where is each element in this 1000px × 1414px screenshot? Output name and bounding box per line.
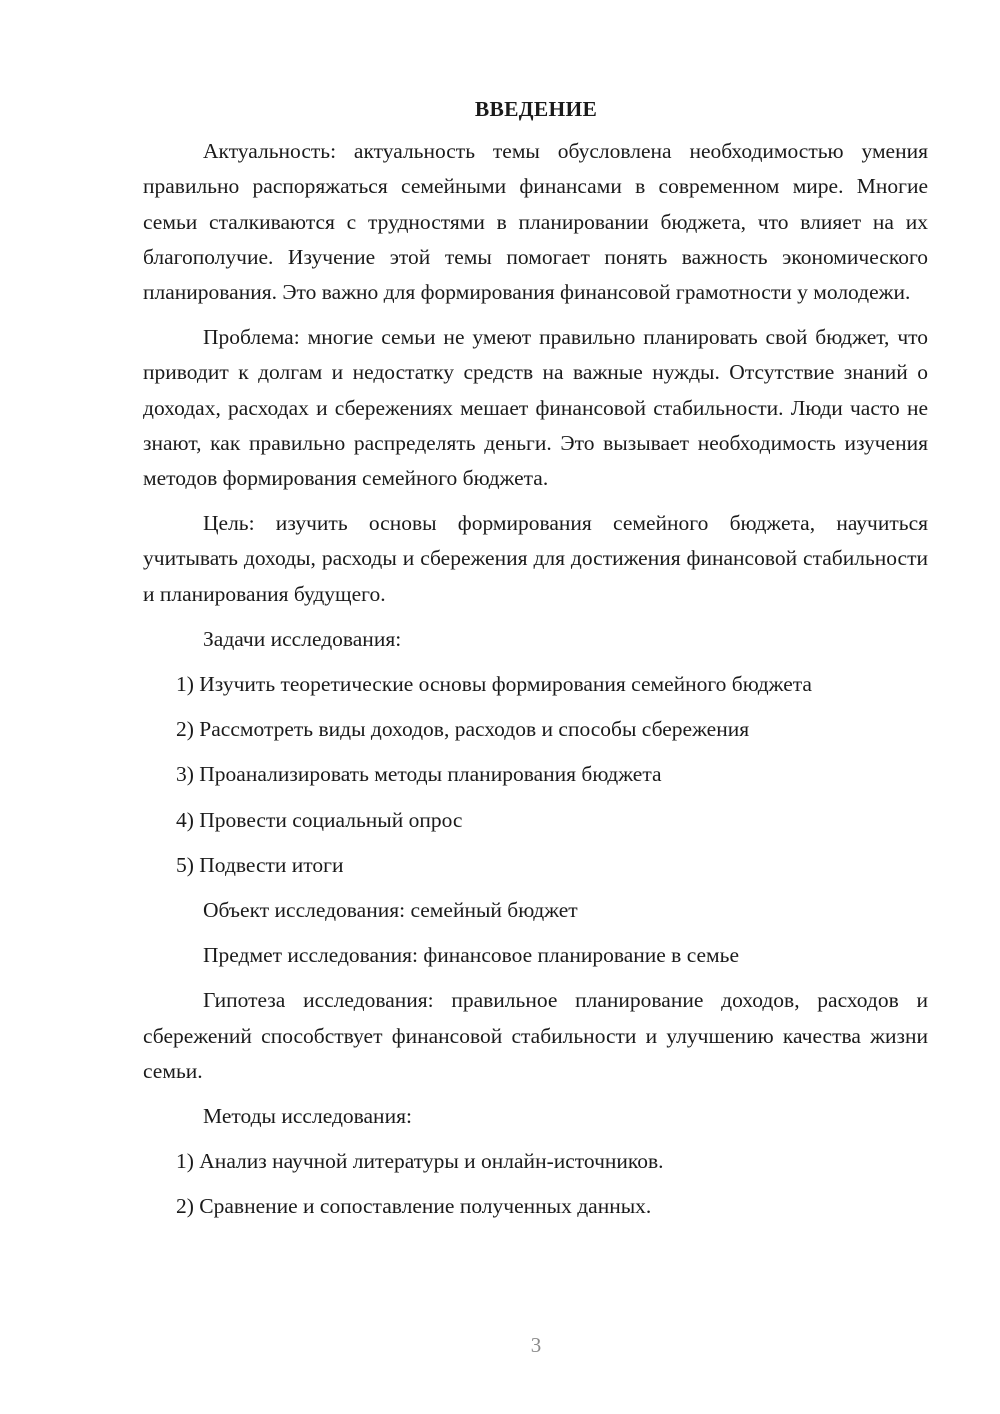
list-item: 1) Изучить теоретические основы формирования семейного бюджета xyxy=(176,672,812,697)
research-object: Объект исследования: семейный бюджет xyxy=(203,898,578,923)
methods-heading: Методы исследования: xyxy=(203,1104,412,1129)
methods-list xyxy=(143,1144,928,1224)
list-item: 5) Подвести итоги xyxy=(176,852,344,877)
tasks-heading: Задачи исследования: xyxy=(203,626,402,651)
relevance-paragraph: Актуальность: актуальность темы обусловлена необходимостью умения правильно распоряжаться семейными финансами в современном мире. Многие семьи сталкиваются с трудностями в планировании бюджета, что влияет на их благополучие. Изучение этой темы помогает понять важность экономического планирования. Это важно для формирования финансовой грамотности у молодежи. xyxy=(143,139,928,305)
section-title: ВВЕДЕНИЕ xyxy=(474,97,598,121)
list-item: 2) Рассмотреть виды доходов, расходов и способы сбережения xyxy=(176,717,750,742)
hypothesis-paragraph: Гипотеза исследования: правильное планирование доходов, расходов и сбережений способствует финансовой стабильности и улучшению качества жизни семьи. xyxy=(143,988,928,1083)
page-number: 3 xyxy=(530,1333,542,1357)
list-item: 4) Провести социальный опрос xyxy=(176,807,463,832)
tasks-list xyxy=(143,667,928,883)
list-item: 3) Проанализировать методы планирования бюджета xyxy=(176,762,662,787)
problem-paragraph: Проблема: многие семьи не умеют правильно планировать свой бюджет, что приводит к долгам и недостатку средств на важные нужды. Отсутствие знаний о доходах, расходах и сбережениях мешает финансовой стабильности. Люди часто не знают, как правильно распределять деньги. Это вызывает необходимость изучения методов формирования семейного бюджета. xyxy=(143,325,928,491)
research-subject: Предмет исследования: финансовое планирование в семье xyxy=(203,943,739,968)
list-item: 2) Сравнение и сопоставление полученных данных. xyxy=(176,1194,652,1219)
list-item: 1) Анализ научной литературы и онлайн-источников. xyxy=(176,1149,664,1174)
document-page xyxy=(143,92,928,1235)
goal-paragraph: Цель: изучить основы формирования семейного бюджета, научиться учитывать доходы, расходы и сбережения для достижения финансовой стабильности и планирования будущего. xyxy=(143,511,928,606)
